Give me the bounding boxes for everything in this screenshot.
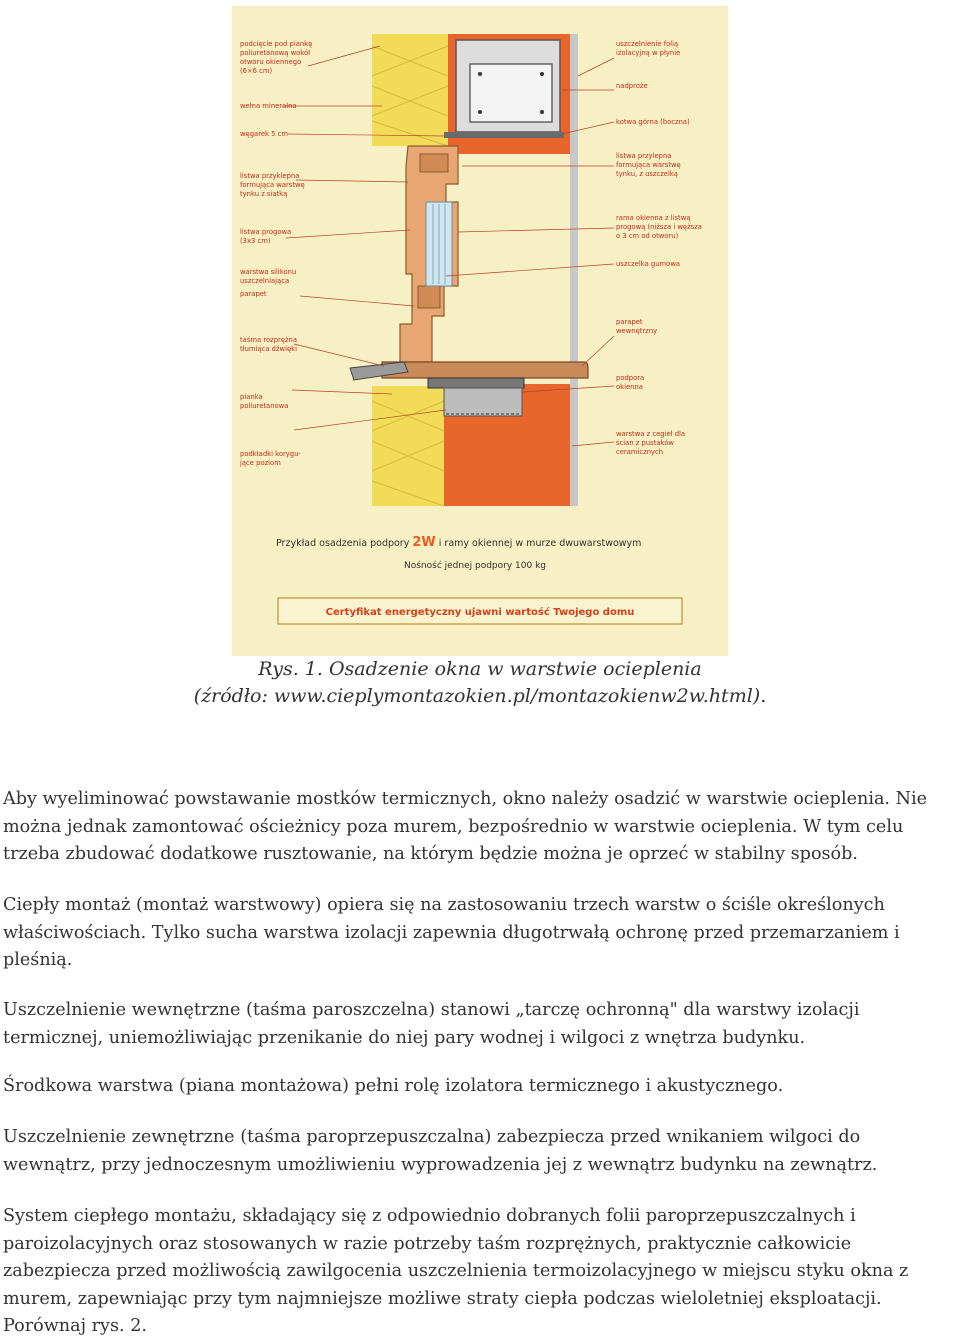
mineral-wool-lower — [372, 386, 444, 506]
label-right-12: wewnętrzny — [616, 327, 658, 335]
label-right-11: parapet — [616, 318, 643, 326]
interior-plaster — [570, 34, 578, 506]
label-right-10: uszczelka gumowa — [616, 260, 681, 268]
window-installation-diagram — [232, 6, 728, 656]
paragraph-text: Uszczelnienie zewnętrzne (taśma paroprzepuszczalna) zabezpiecza przed wnikaniem wilgoci do wewnątrz, przy jednoczesnym umożliwieniu wyprowadzenia jej z wewnątrz budynku na zewnątrz. — [3, 1127, 878, 1175]
label-right-13: podpora — [616, 374, 645, 382]
label-left-11: warstwa silikonu — [240, 268, 297, 276]
banner-text: Certyfikat energetyczny ujawni wartość Twojego domu — [325, 607, 635, 618]
label-right-8: progową (niższa i węższa — [616, 223, 702, 231]
paragraph-text: Aby wyeliminować powstawanie mostków termicznych, okno należy osadzić w warstwie ocieplenia. Nie można jednak zamontować ościeżnicy poza murem, bezpośrednio w warstwie ocieplenia. W tym celu trzeba zbudować dodatkowe rusztowanie, na którym będzie można je oprzeć w stabilny sposób. — [3, 789, 928, 865]
label-right-9: o 3 cm od otworu) — [616, 232, 679, 240]
label-left-13: parapet — [240, 290, 267, 298]
label-left-1: poliuretanową wokół — [240, 49, 311, 57]
anchor-bar — [444, 132, 564, 138]
paragraph-5 — [3, 1124, 958, 1179]
figure-title: Przykład osadzenia podpory 2W i ramy okiennej w murze dwuwarstwowym — [276, 535, 642, 550]
label-right-3: kotwa górna (boczna) — [616, 118, 690, 126]
figure-caption-line1: Rys. 1. Osadzenie okna w warstwie ocieplenia — [258, 658, 702, 680]
label-right-17: ceramicznych — [616, 448, 664, 456]
label-left-19: jące poziom — [240, 459, 281, 467]
label-left-10: (3x3 cm) — [240, 237, 271, 245]
right-labels — [616, 40, 702, 456]
label-left-17: poliuretanowa — [240, 402, 289, 410]
label-right-5: formująca warstwę — [616, 161, 681, 169]
label-left-5: węgarek 5 cm — [240, 130, 288, 138]
label-left-8: tynku z siatką — [240, 190, 288, 198]
paragraph-1 — [3, 786, 958, 869]
label-right-16: ścian z pustaków — [616, 439, 674, 447]
label-right-15: warstwa z cegieł dla — [616, 430, 686, 438]
label-left-7: formująca warstwę — [240, 181, 305, 189]
figure-caption-line2: (źródło: www.cieplymontazokien.pl/montazokienw2w.html). — [193, 685, 767, 707]
left-labels — [239, 40, 312, 467]
lintel — [456, 40, 560, 132]
interior-sill — [382, 362, 588, 378]
label-right-4: listwa przylepna — [616, 152, 672, 160]
paragraph-text: System ciepłego montażu, składający się z odpowiednio dobranych folii paroprzepuszczalnych i paroizolacyjnych oraz stosowanych w razie potrzeby taśm rozprężnych, praktycznie całkowicie zabezpiecza przed możliwością zawilgocenia uszczelnienia termoizolacyjnego w miejscu styku okna z murem, zapewniając przy tym najmniejsze możliwe straty ciepła podczas wieloletniej eksploatacji. Porównaj rys. 2. — [3, 1206, 909, 1337]
label-right-6: tynku, z uszczelką — [616, 170, 678, 178]
paragraph-4 — [3, 1073, 958, 1101]
label-left-14: taśma rozprężna — [240, 336, 298, 344]
label-right-2: nadproże — [616, 82, 648, 90]
label-right-0: uszczelnienie folią — [616, 40, 679, 48]
label-left-15: tłumiąca dźwięki — [240, 345, 297, 353]
label-right-7: rama okienna z listwą — [616, 214, 691, 222]
mineral-wool-upper — [372, 34, 448, 146]
label-left-2: otworu okiennego — [240, 58, 302, 66]
label-left-9: listwa progowa — [240, 228, 292, 236]
paragraph-3 — [3, 997, 958, 1052]
paragraph-text: Ciepły montaż (montaż warstwowy) opiera się na zastosowaniu trzech warstw o ściśle określonych właściwościach. Tylko sucha warstwa izolacji zapewnia długotrwałą ochronę przed przemarzaniem i pleśnią. — [3, 895, 900, 971]
label-right-14: okienna — [616, 383, 643, 391]
paragraph-6 — [3, 1203, 958, 1341]
label-left-18: podkładki korygu- — [240, 450, 301, 458]
label-right-1: izolacyjną w płynie — [616, 49, 681, 57]
label-left-6: listwa przyklepna — [240, 172, 300, 180]
label-left-4: wełna mineralna — [240, 102, 297, 110]
label-left-16: pianka — [240, 393, 263, 401]
paragraph-2 — [3, 892, 958, 975]
figure-subtitle: Nośność jednej podpory 100 kg — [404, 561, 546, 571]
label-left-0: podcięcie pod piankę — [240, 40, 313, 48]
glass-pane — [426, 202, 452, 286]
label-left-12: uszczelniająca — [240, 277, 290, 285]
paragraph-text: Uszczelnienie wewnętrzne (taśma paroszczelna) stanowi „tarczę ochronną" dla warstwy izolacji termicznej, uniemożliwiając przenikanie do niej pary wodnej i wilgoci z wnętrza budynku. — [3, 1000, 860, 1048]
paragraph-text: Środkowa warstwa (piana montażowa) pełni rolę izolatora termicznego i akustycznego. — [3, 1076, 784, 1096]
label-left-3: (6×6 cm) — [240, 67, 273, 75]
